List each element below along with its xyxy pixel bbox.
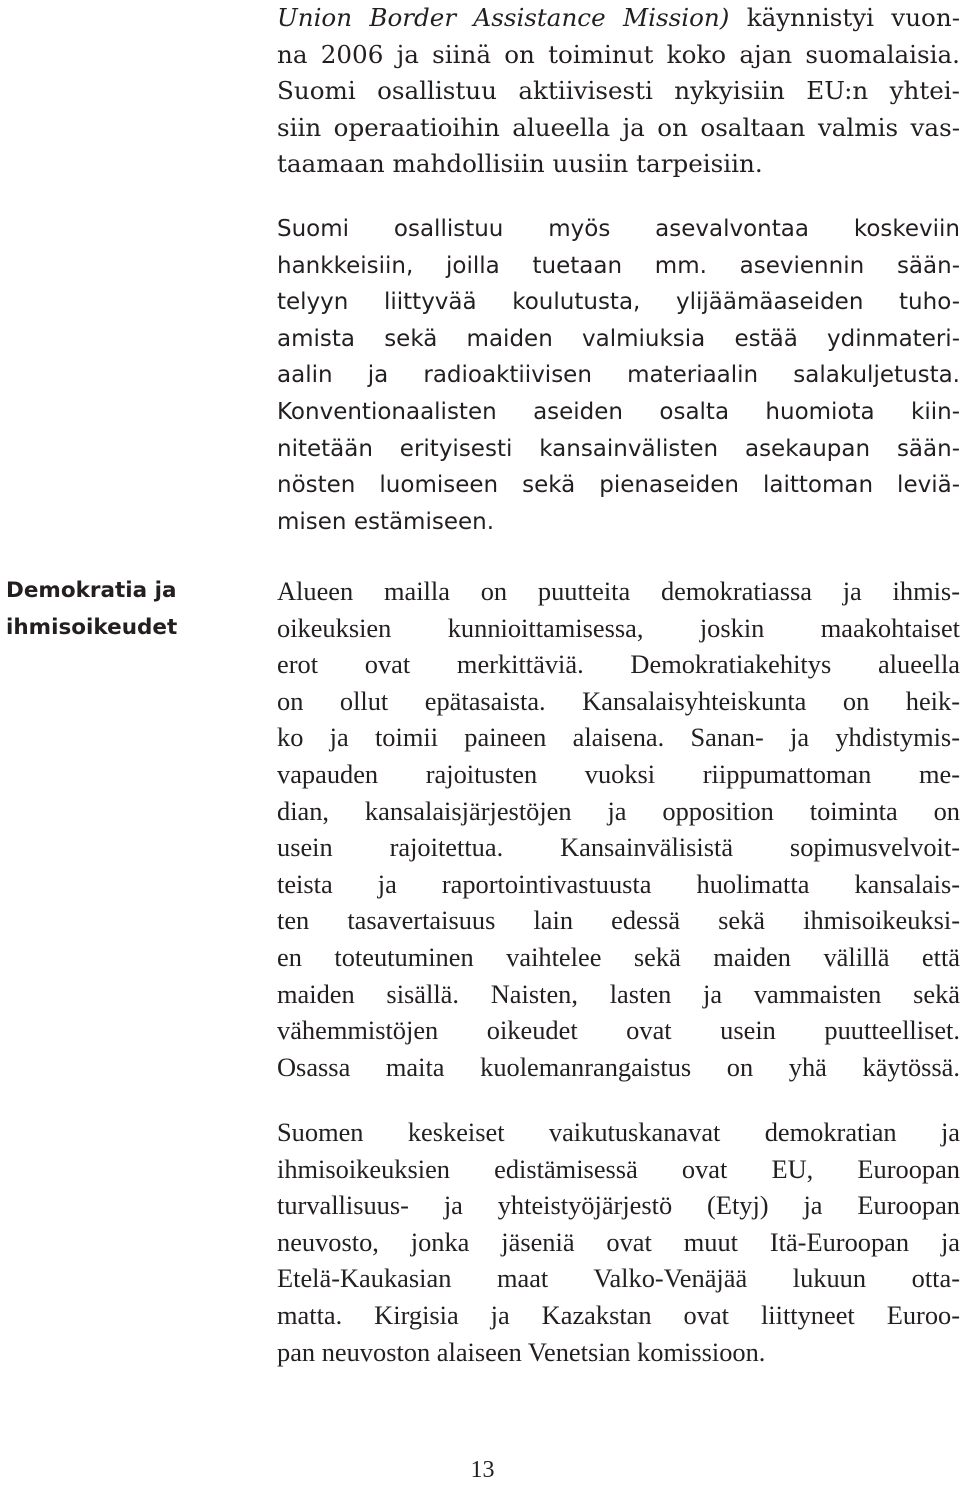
channels-paragraph [277,1114,960,1370]
paragraph-line: matta. Kirgisia ja Kazakstan ovat liittyneet Euroo- [277,1299,960,1330]
section-heading-line: Demokratia ja [6,578,177,603]
paragraph-line: en toteutuminen vaihtelee sekä maiden välillä että [277,941,960,972]
paragraph-line: vapauden rajoitusten vuoksi riippumattoman me- [277,758,960,789]
section-heading [6,573,226,646]
paragraph-line: hankkeisiin, joilla tuetaan mm. aseviennin sään- [277,252,960,279]
paragraph-line: on ollut epätasaista. Kansalaisyhteiskunta on heik- [277,685,960,716]
paragraph-line: usein rajoitettua. Kansainvälisistä sopimusvelvoit- [277,832,960,863]
paragraph-line: amista sekä maiden valmiuksia estää ydinmateri- [277,325,960,352]
paragraph-line [277,0,960,37]
paragraph-line: nitetään erityisesti kansainvälisten asekaupan sään- [277,435,960,462]
paragraph-line: dian, kansalaisjärjestöjen ja opposition toiminta on [277,795,960,826]
paragraph-line: taamaan mahdollisiin uusiin tarpeisiin. [277,149,763,179]
paragraph-line: ten tasavertaisuus lain edessä sekä ihmisoikeuksi- [277,905,960,936]
paragraph-line: neuvosto, jonka jäseniä ovat muut Itä-Euroopan ja [277,1226,960,1257]
arms-control-paragraph [277,211,960,540]
paragraph-line: Konventionaalisten aseiden osalta huomiota kiin- [277,398,960,425]
section-heading-line: ihmisoikeudet [6,614,178,640]
intro-paragraph [277,0,960,183]
paragraph-line: nösten luomiseen sekä pienaseiden laittoman leviä- [277,472,960,499]
paragraph-line: Suomen keskeiset vaikutuskanavat demokratian ja [277,1117,960,1147]
paragraph-line: Etelä-Kaukasian maat Valko-Venäjää lukuun otta- [277,1263,960,1294]
paragraph-line: na 2006 ja siinä on toiminut koko ajan suomalaisia. [277,39,960,69]
paragraph-line: siin operaatioihin alueella ja on osaltaan valmis vas- [277,112,960,142]
paragraph-line: erot ovat merkittäviä. Demokratiakehitys alueella [277,649,960,680]
paragraph-line: vähemmistöjen oikeudet ovat usein puutteelliset. [277,1015,960,1046]
paragraph-line: Suomi osallistuu aktiivisesti nykyisiin EU:n yhtei- [277,76,960,106]
paragraph-line: pan neuvoston alaiseen Venetsian komissioon. [277,1336,766,1367]
paragraph-line: teista ja raportointivastuusta huolimatta kansalais- [277,868,960,899]
democracy-paragraph [277,573,960,1085]
paragraph-line: Alueen mailla on puutteita demokratiassa ja ihmis- [277,576,960,606]
paragraph-line: maiden sisällä. Naisten, lasten ja vammaisten sekä [277,978,960,1009]
paragraph-line: ihmisoikeuksien edistämisessä ovat EU, Euroopan [277,1153,960,1184]
paragraph-line: oikeuksien kunnioittamisessa, joskin maakohtaiset [277,612,960,643]
paragraph-line: aalin ja radioaktiivisen materiaalin salakuljetusta. [277,362,960,389]
paragraph-line-text: käynnistyi vuon- [729,3,960,32]
paragraph-line: misen estämiseen. [277,508,495,535]
paragraph-line: telyyn liittyvää koulutusta, ylijäämäaseiden tuho- [277,289,960,316]
page-number: 13 [470,1457,495,1483]
mission-name-italic: Union Border Assistance Mission) [277,3,730,32]
paragraph-line: Osassa maita kuolemanrangaistus on yhä käytössä. [277,1051,960,1082]
paragraph-line: turvallisuus- ja yhteistyöjärjestö (Etyj) ja Euroopan [277,1190,960,1221]
paragraph-line: ko ja toimii paineen alaisena. Sanan- ja yhdistymis- [277,722,960,753]
paragraph-line: Suomi osallistuu myös asevalvontaa koskeviin [277,216,960,242]
